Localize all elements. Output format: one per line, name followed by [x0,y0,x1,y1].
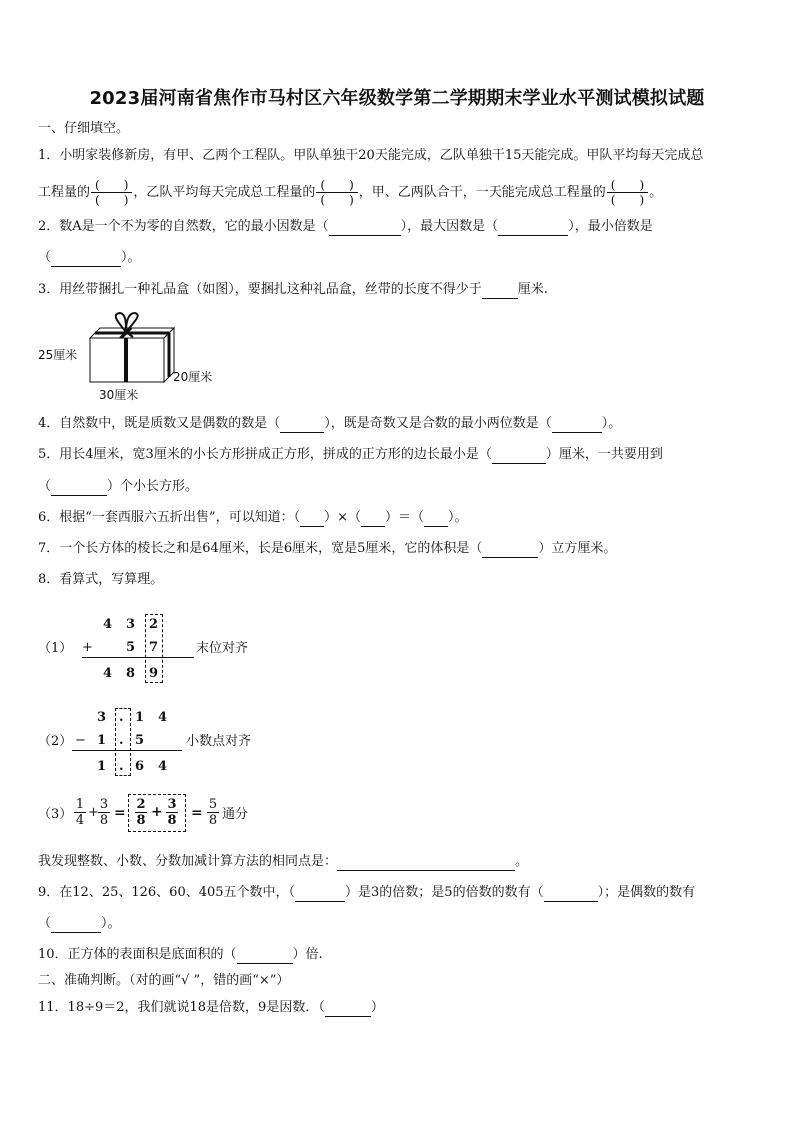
calc-3-note: 通分 [222,807,249,822]
equals-sign: = [114,805,126,821]
question-8-intro: 8．看算式，写算理。 [38,572,164,587]
calc-2-digit: 4 [158,759,168,774]
calc-1-digit: 7 [149,640,159,655]
fraction-1-4: $\frac{1}{4}$ [75,797,85,828]
calc-2-point: . [119,710,124,725]
box-depth-label: 20厘米 [173,370,213,384]
answer-blank[interactable] [498,235,568,236]
question-1-line-1: 1．小明家装修新房，有甲、乙两个工程队。甲队单独干20天能完成，乙队单独干15天能完成。甲队平均每天完成总 [38,148,704,163]
calc-1-digit: 8 [126,666,136,681]
answer-blank[interactable] [51,266,121,267]
page-title: 2023届河南省焦作市马村区六年级数学第二学期期末学业水平测试模拟试题 [89,88,705,109]
q1-text-c: ，甲、乙两队合干，一天能完成总工程量的 [358,185,606,200]
answer-blank[interactable] [482,557,538,558]
answer-blank[interactable] [237,963,293,964]
answer-blank[interactable] [482,298,518,299]
question-1-line-2 [38,178,662,207]
answer-blank[interactable] [552,432,602,433]
question-8-conclusion: 我发现整数、小数、分数加减计算方法的相同点是： 。 [38,854,529,869]
answer-blank[interactable] [424,526,448,527]
calc-2-digit: 4 [158,710,168,725]
question-5-line-2: （ ）个小长方形。 [38,479,199,494]
answer-blank[interactable] [337,870,515,871]
plus-sign: + [82,640,93,655]
calc-1-label: （1） [38,641,73,656]
calc-2-point: . [119,759,124,774]
answer-blank[interactable] [325,1016,371,1017]
minus-sign: − [75,733,86,748]
box-width-label: 30厘米 [99,388,139,402]
q1-text-b: ，乙队平均每天完成总工程量的 [133,185,316,200]
question-9-line-1: 9．在12、25、126、60、405五个数中，（ ）是3的倍数；是5的倍数的数有（ ）；是偶数的数有 [38,885,696,900]
calc-2-digit: 1 [97,759,107,774]
answer-blank[interactable] [300,526,324,527]
calc-2-digit: 1 [97,733,107,748]
plus-sign: + [88,805,99,820]
plus-sign: + [151,804,163,820]
calc-1-digit: 9 [149,666,159,681]
q1-text-a: 工程量的 [38,185,91,200]
question-9-line-2: （ ）。 [38,916,121,931]
alignment-highlight-box [145,614,163,683]
answer-blank[interactable] [544,901,598,902]
question-3-text: 3．用丝带捆扎一种礼品盒（如图），要捆扎这种礼品盒，丝带的长度不得少于 厘米. [38,282,548,297]
section-heading-1: 一、仔细填空。 [38,121,130,136]
sum-line [82,657,194,658]
calc-2-note: 小数点对齐 [186,734,252,749]
fraction-blank-2[interactable]: $\frac{( )}{( )}$ [316,178,357,207]
question-6: 6．根据“一套西服六五折出售”，可以知道：（ ）×（ ）＝（ ）。 [38,510,468,525]
answer-blank[interactable] [280,432,324,433]
calc-2-digit: 6 [135,759,145,774]
calc-2-digit: 3 [97,710,107,725]
answer-blank[interactable] [492,463,546,464]
fraction-3-8: $\frac{3}{8}$ [99,797,109,828]
calc-2-point: . [119,733,124,748]
fraction-5-8: $\frac{5}{8}$ [208,797,218,828]
calc-1-digit: 3 [126,617,136,632]
fraction-2-8: $\frac{2}{8}$ [136,797,146,828]
equals-sign: = [191,805,203,821]
calc-2-label: （2） [38,734,73,749]
calc-1-digit: 4 [103,617,113,632]
calc-1-note: 末位对齐 [196,641,249,656]
answer-blank[interactable] [329,235,401,236]
question-11: 11．18÷9＝2，我们就说18是倍数，9是因数．（ ） [38,1000,384,1015]
calc-2-digit: 5 [135,733,145,748]
answer-blank[interactable] [295,901,345,902]
question-5-line-1: 5．用长4厘米，宽3厘米的小长方形拼成正方形，拼成的正方形的边长最小是（ ）厘米，一共要用到 [38,447,663,462]
alignment-highlight-box [115,708,131,776]
question-4: 4．自然数中，既是质数又是偶数的数是（ ），既是奇数又是合数的最小两位数是（ ）。 [38,416,622,431]
calc-1-digit: 5 [126,640,136,655]
question-7: 7．一个长方体的棱长之和是64厘米，长是6厘米，宽是5厘米，它的体积是（ ）立方厘米。 [38,541,617,556]
answer-blank[interactable] [51,495,107,496]
calc-2-digit: 1 [135,710,145,725]
answer-blank[interactable] [361,526,385,527]
section-heading-2: 二、准确判断。（对的画“√ ”，错的画“×”） [38,973,290,988]
question-2-line-2: （ ）。 [38,250,141,265]
question-2-line-1: 2．数A是一个不为零的自然数，它的最小因数是（ ），最大因数是（ ），最小倍数是 [38,219,653,234]
question-10: 10．正方体的表面积是底面积的（ ）倍. [38,947,323,962]
calc-1-digit: 2 [149,617,159,632]
fraction-blank-1[interactable]: $\frac{( )}{( )}$ [91,178,132,207]
answer-blank[interactable] [51,932,101,933]
calc-3-label: （3） [38,807,73,822]
fraction-blank-3[interactable]: $\frac{( )}{( )}$ [607,178,648,207]
q1-text-d: 。 [649,185,663,200]
box-height-label: 25厘米 [38,348,78,362]
calc-1-digit: 4 [103,666,113,681]
fraction-3-8: $\frac{3}{8}$ [167,797,177,828]
